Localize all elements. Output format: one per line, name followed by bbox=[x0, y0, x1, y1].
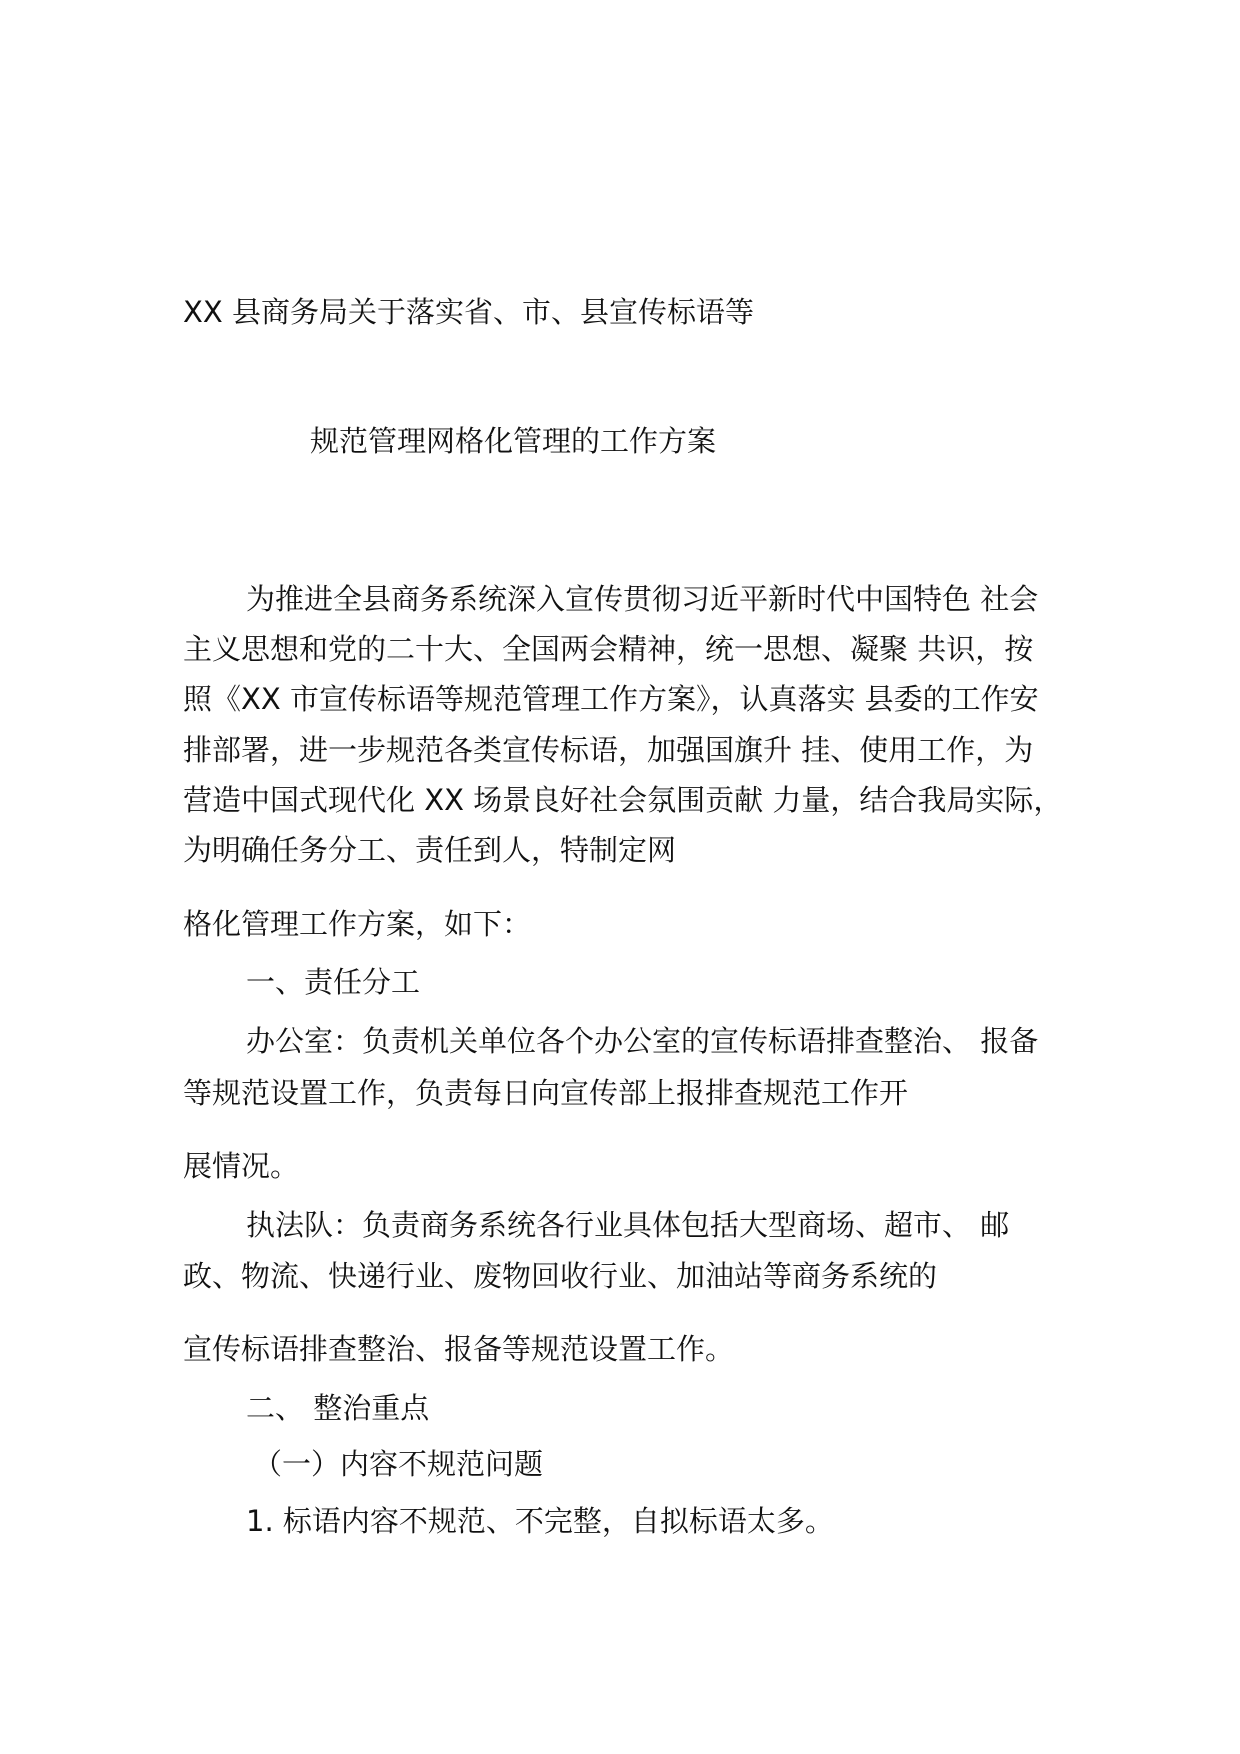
list-item-1: 1. 标语内容不规范、不完整，自拟标语太多。 bbox=[246, 1504, 834, 1538]
intro-line-5: 营造中国式现代化 XX 场景良好社会氛围贡献 力量，结合我局实际， bbox=[183, 783, 1063, 817]
intro-line-4: 排部署，进一步规范各类宣传标语，加强国旗升 挂、使用工作，为 bbox=[183, 733, 1034, 767]
enforcement-line-3: 宣传标语排查整治、报备等规范设置工作。 bbox=[183, 1332, 735, 1366]
intro-line-2: 主义思想和党的二十大、全国两会精神，统一思想、凝聚 共识，按 bbox=[183, 632, 1034, 666]
enforcement-line-2: 政、物流、快递行业、废物回收行业、加油站等商务系统的 bbox=[183, 1259, 938, 1293]
office-line-3: 展情况。 bbox=[183, 1149, 300, 1183]
office-line-2: 等规范设置工作，负责每日向宣传部上报排查规范工作开 bbox=[183, 1076, 909, 1110]
section-2-heading: 二、 整治重点 bbox=[246, 1391, 430, 1425]
intro-line-3: 照《XX 市宣传标语等规范管理工作方案》，认真落实 县委的工作安 bbox=[183, 682, 1039, 716]
doc-title-line-2: 规范管理网格化管理的工作方案 bbox=[310, 424, 717, 458]
office-line-1: 办公室：负责机关单位各个办公室的宣传标语排查整治、 报备 bbox=[246, 1024, 1039, 1058]
intro-line-6: 为明确任务分工、责任到人，特制定网 bbox=[183, 833, 677, 867]
intro-line-1: 为推进全县商务系统深入宣传贯彻习近平新时代中国特色 社会 bbox=[246, 582, 1039, 616]
section-1-heading: 一、责任分工 bbox=[246, 965, 421, 999]
subsection-1-heading: （一）内容不规范问题 bbox=[253, 1447, 544, 1481]
enforcement-line-1: 执法队：负责商务系统各行业具体包括大型商场、超市、 邮 bbox=[246, 1208, 1010, 1242]
intro-line-7: 格化管理工作方案，如下： bbox=[183, 907, 532, 941]
doc-title-line-1: XX 县商务局关于落实省、市、县宣传标语等 bbox=[183, 295, 754, 329]
